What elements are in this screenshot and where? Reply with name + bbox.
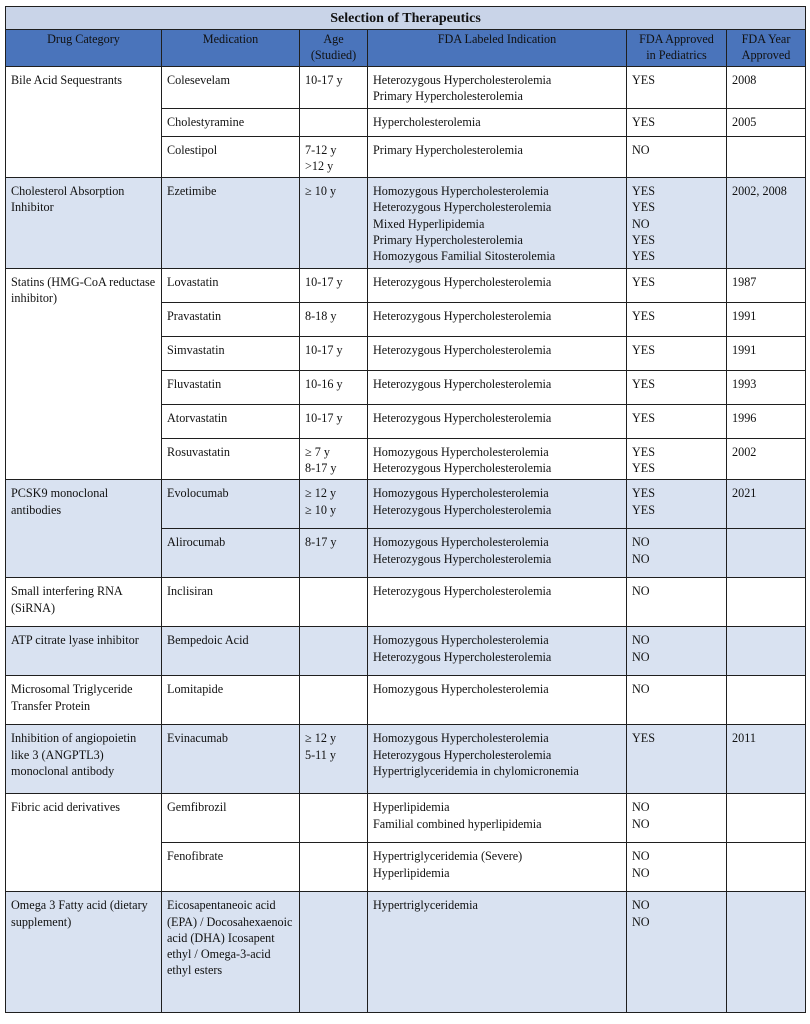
medication-cell: Atorvastatin — [162, 404, 300, 438]
indication-cell: Heterozygous Hypercholesterolemia — [368, 268, 627, 302]
medication-cell: Bempedoic Acid — [162, 627, 300, 676]
medication-cell: Fluvastatin — [162, 370, 300, 404]
age-cell — [300, 843, 368, 892]
age-cell: ≥ 10 y — [300, 178, 368, 268]
indication-cell: Homozygous Hypercholesterolemia Heterozygous Hypercholesterolemia — [368, 529, 627, 578]
year-cell — [727, 136, 806, 178]
year-cell: 2008 — [727, 67, 806, 109]
indication-cell: Homozygous Hypercholesterolemia Heterozygous Hypercholesterolemia Mixed Hyperlipidemia Primary Hypercholesterolemia Homozygous Familial Sitosterolemia — [368, 178, 627, 268]
year-cell: 1996 — [727, 404, 806, 438]
approved-cell: NO NO — [627, 892, 727, 1013]
indication-cell: Primary Hypercholesterolemia — [368, 136, 627, 178]
therapeutics-table-container — [5, 6, 805, 1013]
indication-cell: Homozygous Hypercholesterolemia Heterozygous Hypercholesterolemia — [368, 627, 627, 676]
indication-cell: Homozygous Hypercholesterolemia Heterozygous Hypercholesterolemia Hypertriglyceridemia in chylomicronemia — [368, 725, 627, 794]
medication-cell: Gemfibrozil — [162, 794, 300, 843]
approved-cell: YES — [627, 725, 727, 794]
medication-cell: Rosuvastatin — [162, 438, 300, 480]
table-title: Selection of Therapeutics — [6, 7, 806, 30]
age-cell: 7-12 y >12 y — [300, 136, 368, 178]
table-row — [6, 676, 806, 725]
age-cell: 10-17 y — [300, 67, 368, 109]
age-cell — [300, 578, 368, 627]
medication-cell: Lomitapide — [162, 676, 300, 725]
header-fda-year: FDA Year Approved — [727, 30, 806, 67]
approved-cell: NO — [627, 136, 727, 178]
year-cell: 1987 — [727, 268, 806, 302]
year-cell — [727, 676, 806, 725]
age-cell: 8-17 y — [300, 529, 368, 578]
drug-category-cell: Microsomal Triglyceride Transfer Protein — [6, 676, 162, 725]
year-cell: 2011 — [727, 725, 806, 794]
age-cell: 8-18 y — [300, 302, 368, 336]
approved-cell: YES — [627, 67, 727, 109]
age-cell — [300, 892, 368, 1013]
age-cell: 10-17 y — [300, 336, 368, 370]
drug-category-cell: Omega 3 Fatty acid (dietary supplement) — [6, 892, 162, 1013]
year-cell — [727, 529, 806, 578]
indication-cell: Hyperlipidemia Familial combined hyperlipidemia — [368, 794, 627, 843]
drug-category-cell: Statins (HMG-CoA reductase inhibitor) — [6, 268, 162, 480]
year-cell: 2002, 2008 — [727, 178, 806, 268]
header-fda-indication: FDA Labeled Indication — [368, 30, 627, 67]
approved-cell: YES — [627, 336, 727, 370]
approved-cell: YES — [627, 268, 727, 302]
indication-cell: Heterozygous Hypercholesterolemia Primary Hypercholesterolemia — [368, 67, 627, 109]
header-drug-category: Drug Category — [6, 30, 162, 67]
approved-cell: NO NO — [627, 627, 727, 676]
table-row — [6, 627, 806, 676]
medication-cell: Colestipol — [162, 136, 300, 178]
year-cell — [727, 578, 806, 627]
drug-category-cell: Small interfering RNA (SiRNA) — [6, 578, 162, 627]
year-cell — [727, 627, 806, 676]
table-row — [6, 578, 806, 627]
table-row — [6, 725, 806, 794]
therapeutics-table — [5, 6, 806, 1013]
medication-cell: Lovastatin — [162, 268, 300, 302]
approved-cell: YES YES NO YES YES — [627, 178, 727, 268]
age-cell: 10-17 y — [300, 404, 368, 438]
approved-cell: NO NO — [627, 529, 727, 578]
indication-cell: Homozygous Hypercholesterolemia Heterozygous Hypercholesterolemia — [368, 438, 627, 480]
approved-cell: NO NO — [627, 794, 727, 843]
indication-cell: Homozygous Hypercholesterolemia Heterozygous Hypercholesterolemia — [368, 480, 627, 529]
approved-cell: YES YES — [627, 438, 727, 480]
medication-cell: Cholestyramine — [162, 108, 300, 136]
medication-cell: Alirocumab — [162, 529, 300, 578]
age-cell — [300, 794, 368, 843]
approved-cell: YES YES — [627, 480, 727, 529]
medication-cell: Evolocumab — [162, 480, 300, 529]
table-row — [6, 178, 806, 268]
approved-cell: NO — [627, 676, 727, 725]
year-cell: 1991 — [727, 302, 806, 336]
medication-cell: Pravastatin — [162, 302, 300, 336]
year-cell — [727, 892, 806, 1013]
year-cell: 2021 — [727, 480, 806, 529]
table-row — [6, 67, 806, 109]
table-body — [6, 67, 806, 1013]
age-cell — [300, 676, 368, 725]
approved-cell: YES — [627, 302, 727, 336]
indication-cell: Hypertriglyceridemia (Severe) Hyperlipidemia — [368, 843, 627, 892]
header-fda-approved: FDA Approved in Pediatrics — [627, 30, 727, 67]
age-cell — [300, 627, 368, 676]
age-cell: ≥ 12 y ≥ 10 y — [300, 480, 368, 529]
medication-cell: Fenofibrate — [162, 843, 300, 892]
table-row — [6, 794, 806, 843]
year-cell: 2002 — [727, 438, 806, 480]
medication-cell: Eicosapentaneoic acid (EPA) / Docosahexaenoic acid (DHA) Icosapent ethyl / Omega-3-acid ethyl esters — [162, 892, 300, 1013]
drug-category-cell: Cholesterol Absorption Inhibitor — [6, 178, 162, 268]
header-medication: Medication — [162, 30, 300, 67]
drug-category-cell: Fibric acid derivatives — [6, 794, 162, 892]
indication-cell: Heterozygous Hypercholesterolemia — [368, 404, 627, 438]
medication-cell: Inclisiran — [162, 578, 300, 627]
year-cell — [727, 843, 806, 892]
approved-cell: NO — [627, 578, 727, 627]
drug-category-cell: Bile Acid Sequestrants — [6, 67, 162, 178]
indication-cell: Heterozygous Hypercholesterolemia — [368, 370, 627, 404]
age-cell — [300, 108, 368, 136]
age-cell: 10-17 y — [300, 268, 368, 302]
indication-cell: Hypercholesterolemia — [368, 108, 627, 136]
medication-cell: Ezetimibe — [162, 178, 300, 268]
drug-category-cell: PCSK9 monoclonal antibodies — [6, 480, 162, 578]
header-age: Age (Studied) — [300, 30, 368, 67]
age-cell: 10-16 y — [300, 370, 368, 404]
approved-cell: YES — [627, 370, 727, 404]
year-cell: 2005 — [727, 108, 806, 136]
indication-cell: Heterozygous Hypercholesterolemia — [368, 302, 627, 336]
indication-cell: Heterozygous Hypercholesterolemia — [368, 336, 627, 370]
drug-category-cell: ATP citrate lyase inhibitor — [6, 627, 162, 676]
medication-cell: Simvastatin — [162, 336, 300, 370]
table-row — [6, 268, 806, 302]
table-row — [6, 480, 806, 529]
drug-category-cell: Inhibition of angiopoietin like 3 (ANGPTL3) monoclonal antibody — [6, 725, 162, 794]
medication-cell: Evinacumab — [162, 725, 300, 794]
year-cell: 1991 — [727, 336, 806, 370]
year-cell — [727, 794, 806, 843]
header-row — [6, 30, 806, 67]
approved-cell: YES — [627, 404, 727, 438]
indication-cell: Homozygous Hypercholesterolemia — [368, 676, 627, 725]
age-cell: ≥ 7 y 8-17 y — [300, 438, 368, 480]
medication-cell: Colesevelam — [162, 67, 300, 109]
table-row — [6, 892, 806, 1013]
indication-cell: Hypertriglyceridemia — [368, 892, 627, 1013]
age-cell: ≥ 12 y 5-11 y — [300, 725, 368, 794]
approved-cell: YES — [627, 108, 727, 136]
indication-cell: Heterozygous Hypercholesterolemia — [368, 578, 627, 627]
approved-cell: NO NO — [627, 843, 727, 892]
year-cell: 1993 — [727, 370, 806, 404]
